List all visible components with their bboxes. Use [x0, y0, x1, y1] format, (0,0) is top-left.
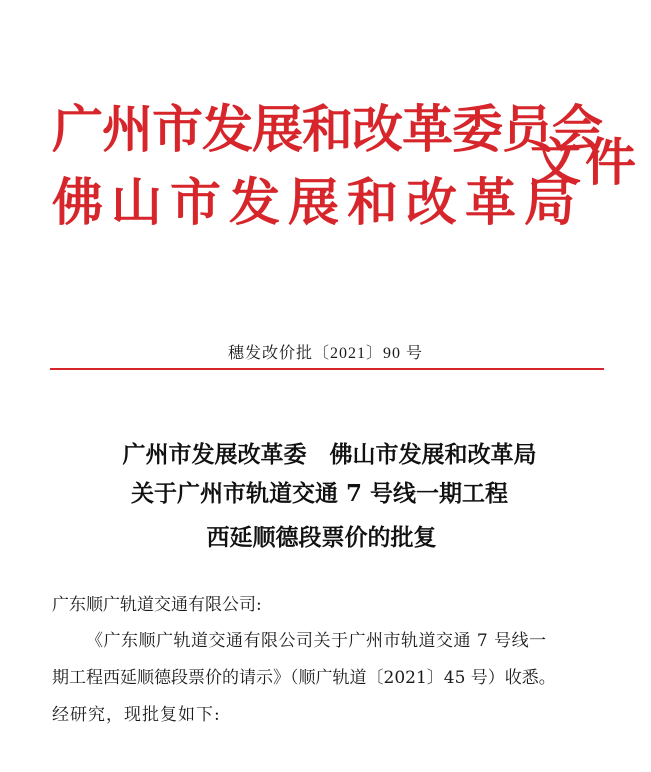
body-paragraph-line: 期工程西延顺德段票价的请示》（顺广轨道〔2021〕45 号）收悉。: [52, 668, 556, 688]
body-paragraph-line: 《广东顺广轨道交通有限公司关于广州市轨道交通 7 号线一: [86, 631, 547, 651]
body-paragraph-line: 经研究，现批复如下:: [52, 705, 221, 725]
document-number: 穗发改价批〔2021〕90 号: [227, 345, 423, 362]
title-line-1: 广州市发展改革委 佛山市发展和改革局: [122, 441, 537, 468]
title-line-2: 关于广州市轨道交通 7 号线一期工程: [130, 480, 509, 507]
title-line-3: 西延顺德段票价的批复: [206, 524, 437, 551]
issuer-line-1: 广州市发展和改革委员会: [52, 100, 603, 160]
issuer-line-2: 佛山市发展和改革局: [52, 173, 584, 233]
document-type-word: 文件: [530, 133, 641, 193]
red-divider-line: [50, 368, 604, 370]
addressee: 广东顺广轨道交通有限公司:: [52, 595, 262, 615]
